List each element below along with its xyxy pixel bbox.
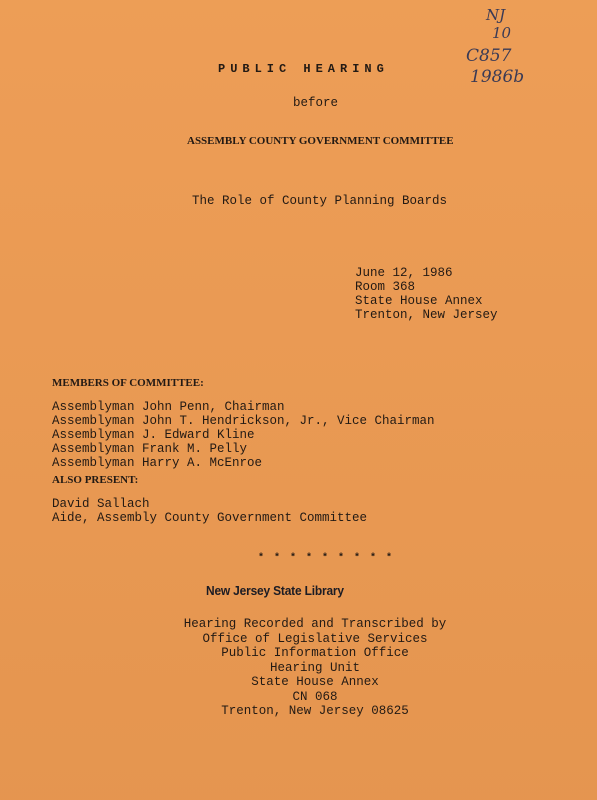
handwritten-annotation-4: 1986b xyxy=(470,67,525,87)
member-item: Assemblyman J. Edward Kline xyxy=(52,428,255,442)
handwritten-annotation-3: C857 xyxy=(466,46,512,66)
member-item: Assemblyman Harry A. McEnroe xyxy=(52,456,263,470)
transcription-line: CN 068 xyxy=(292,689,338,704)
library-stamp: New Jersey State Library xyxy=(206,583,344,598)
aide-name: David Sallach xyxy=(52,497,150,511)
transcription-line: Hearing Recorded and Transcribed by xyxy=(183,617,447,631)
meeting-details xyxy=(355,266,498,322)
transcription-line: Trenton, New Jersey 08625 xyxy=(221,704,409,718)
before-label: before xyxy=(293,96,339,110)
members-heading: MEMBERS OF COMMITTEE: xyxy=(52,377,204,389)
member-item: Assemblyman John Penn, Chairman xyxy=(52,400,285,414)
meeting-date: June 12, 1986 xyxy=(355,266,453,280)
transcription-line: Hearing Unit xyxy=(269,660,360,675)
transcription-line: Office of Legislative Services xyxy=(202,631,428,646)
hearing-subject: The Role of County Planning Boards xyxy=(192,194,448,208)
members-list xyxy=(52,400,435,470)
section-divider: * * * * * * * * * xyxy=(258,553,395,564)
handwritten-annotation-2: 10 xyxy=(492,24,512,42)
member-item: Assemblyman John T. Hendrickson, Jr., Vice Chairman xyxy=(52,414,435,428)
also-present-block xyxy=(52,497,367,525)
transcription-line: Public Information Office xyxy=(221,646,409,660)
aide-role: Aide, Assembly County Government Committee xyxy=(52,511,368,525)
also-present-heading: ALSO PRESENT: xyxy=(52,474,139,486)
meeting-room: Room 368 xyxy=(355,280,416,294)
meeting-building: State House Annex xyxy=(355,294,483,308)
committee-name: ASSEMBLY COUNTY GOVERNMENT COMMITTEE xyxy=(187,135,454,147)
transcription-block xyxy=(180,617,450,719)
member-item: Assemblyman Frank M. Pelly xyxy=(52,442,248,456)
handwritten-annotation-1: NJ xyxy=(486,6,506,24)
document-title: PUBLIC HEARING xyxy=(218,62,389,76)
meeting-city: Trenton, New Jersey xyxy=(355,308,498,322)
transcription-line: State House Annex xyxy=(251,675,379,689)
